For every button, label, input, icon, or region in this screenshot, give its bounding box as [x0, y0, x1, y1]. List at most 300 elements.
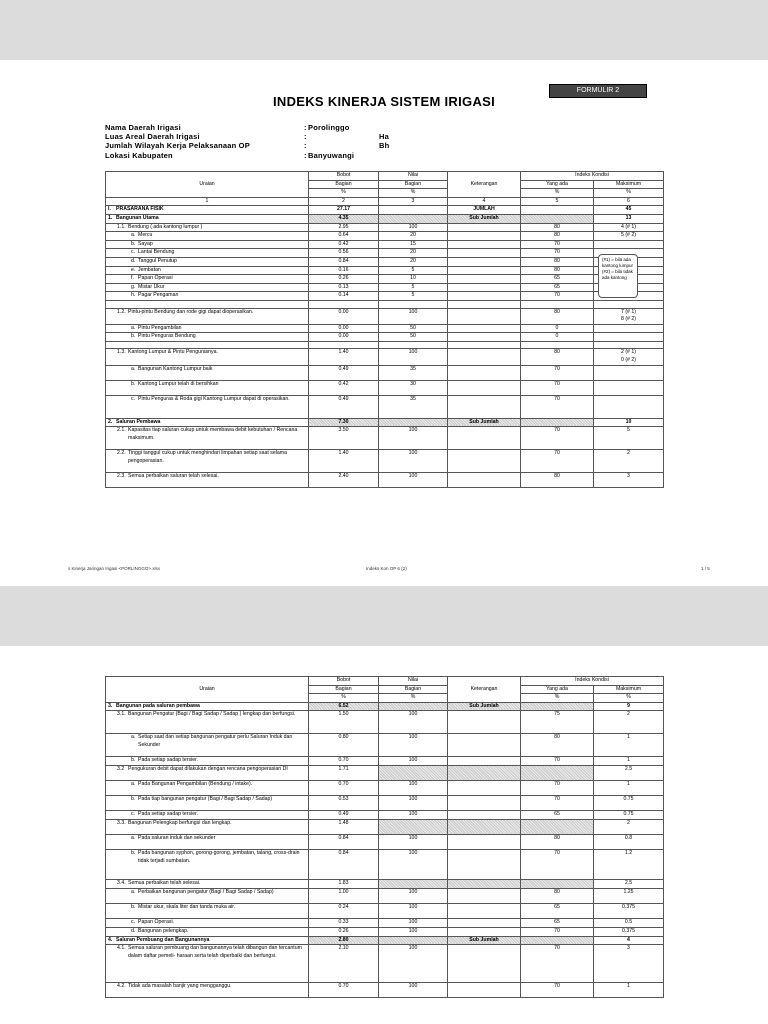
cell-bobot: 1.83: [309, 880, 379, 889]
cell-maksimum: 1.25: [594, 889, 664, 904]
cell-yang-ada: 65: [521, 919, 594, 928]
cell-yang-ada: 70: [521, 380, 594, 395]
cell-uraian: [106, 928, 309, 937]
cell-bobot: 0.00: [309, 324, 379, 333]
cell-keterangan: [448, 257, 521, 266]
table-row: [106, 983, 664, 998]
cell-nilai: 30: [379, 380, 448, 395]
cell-yang-ada: 65: [521, 811, 594, 820]
table-row: [106, 214, 664, 223]
table-row: [106, 418, 664, 427]
cell-nilai: 50: [379, 333, 448, 342]
footer-page-number: 1 / 5: [701, 566, 710, 571]
col-number: 5: [521, 197, 594, 206]
cell-yang-ada: 80: [521, 257, 594, 266]
footer-sheet-name: Indeks Kon OP 6 (2): [366, 566, 407, 571]
cell-uraian: [106, 275, 309, 284]
cell-uraian: [106, 206, 309, 215]
row-description: Sayap: [138, 240, 153, 247]
row-description: Mistar ukur, skala liter dan tanda muka air.: [138, 904, 236, 911]
row-description: Setiap saat dan setiap bangunan pengatur perlu Saluran Induk dan Sekunder: [138, 734, 293, 748]
row-number: 3.4.: [117, 880, 126, 887]
cell-yang-ada: 70: [521, 396, 594, 419]
cell-maksimum: [594, 333, 664, 342]
row-number: 3.2: [117, 765, 125, 772]
cell-bobot: 0.26: [309, 275, 379, 284]
table-row: [106, 834, 664, 849]
cell-keterangan: [448, 324, 521, 333]
document-title: INDEKS KINERJA SISTEM IRIGASI: [272, 94, 496, 109]
cell-maksimum: 1: [594, 983, 664, 998]
row-description: Pada saluran induk dan sekunder: [138, 834, 216, 841]
header-pct: %: [594, 694, 664, 703]
header-uraian-text: Uraian: [199, 180, 215, 187]
cell-maksimum: 1: [594, 780, 664, 795]
cell-keterangan: JUMLAH: [448, 206, 521, 215]
row-description: Mistar Ukur: [138, 283, 165, 290]
table-row: [106, 734, 664, 757]
cell-uraian: [106, 919, 309, 928]
row-description: Semua perbaikan telah selesai.: [128, 880, 201, 887]
cell-bobot: 6.52: [309, 702, 379, 711]
header-pct: %: [594, 189, 664, 198]
table-row: [106, 223, 664, 232]
cell-uraian: [106, 983, 309, 998]
cell-uraian: [106, 780, 309, 795]
table-row: [106, 349, 664, 365]
row-description: Papan Operasi.: [138, 919, 175, 926]
row-description: Bendung ( ada kantong lumpur ): [128, 223, 203, 230]
table-row: [106, 283, 664, 292]
cell-uraian: [106, 300, 309, 308]
cell-yang-ada: [521, 206, 594, 215]
cell-keterangan: [448, 945, 521, 983]
header-indeks-kondisi: Indeks Kondisi: [521, 172, 664, 181]
info-value: Banyuwangi: [308, 151, 355, 160]
cell-bobot: 2.80: [309, 936, 379, 945]
table-row: [106, 427, 664, 450]
table-row: [106, 819, 664, 834]
header-maksimum: Maksimum: [594, 685, 664, 694]
cell-keterangan: [448, 850, 521, 880]
table-row: [106, 275, 664, 284]
page-gap-top: [0, 0, 768, 60]
row-description: Tinggi tanggul cukup untuk menghindari limpahan setiap saat selama pengoperasian.: [128, 450, 287, 464]
cell-maksimum: 1: [594, 756, 664, 765]
row-description: Bangunan Kantong Lumpur baik: [138, 365, 213, 372]
cell-nilai: 100: [379, 450, 448, 473]
cell-maksimum: 0.8: [594, 834, 664, 849]
cell-yang-ada: 70: [521, 928, 594, 937]
row-number: f.: [131, 275, 134, 282]
formulir-badge: FORMULIR 2: [549, 84, 647, 98]
cell-uraian: [106, 257, 309, 266]
header-bagian: Bagian: [309, 685, 379, 694]
cell-keterangan: [448, 450, 521, 473]
cell-nilai: 100: [379, 850, 448, 880]
header-pct: %: [521, 694, 594, 703]
cell-yang-ada: 70: [521, 780, 594, 795]
row-number: 3.: [108, 702, 113, 709]
cell-maksimum: 45: [594, 206, 664, 215]
cell-nilai: 50: [379, 324, 448, 333]
cell-maksimum: [594, 240, 664, 249]
cell-nilai: 100: [379, 889, 448, 904]
row-description: Saluran Pembuang dan Bangunannya: [116, 936, 210, 943]
cell-yang-ada: [521, 214, 594, 223]
cell-nilai: [379, 765, 448, 780]
row-description: Jembatan: [138, 266, 161, 273]
cell-maksimum: 2.5: [594, 880, 664, 889]
cell-bobot: 0.24: [309, 904, 379, 919]
cell-uraian: [106, 450, 309, 473]
cell-nilai: [379, 341, 448, 349]
cell-maksimum: [594, 365, 664, 380]
footer-filename: s Kinerja Jaringan Irigasi <PORLINGGO>.xlsx: [68, 566, 161, 571]
cell-yang-ada: 80: [521, 349, 594, 365]
cell-bobot: 0.84: [309, 834, 379, 849]
row-number: a.: [131, 324, 136, 331]
cell-maksimum: 3: [594, 473, 664, 488]
cell-uraian: [106, 365, 309, 380]
cell-keterangan: Sub Jumlah: [448, 702, 521, 711]
row-number: b.: [131, 333, 136, 340]
row-number: 4.: [108, 936, 113, 943]
cell-maksimum: [594, 308, 664, 324]
cell-nilai: 100: [379, 945, 448, 983]
cell-yang-ada: [521, 418, 594, 427]
cell-maksimum: 1.2: [594, 850, 664, 880]
cell-nilai: 100: [379, 711, 448, 734]
cell-yang-ada: [521, 702, 594, 711]
row-number: 2.3.: [117, 473, 126, 480]
cell-bobot: 27.17: [309, 206, 379, 215]
cell-yang-ada: 80: [521, 232, 594, 241]
row-description: Pintu Penguras Bendung: [138, 333, 196, 340]
cell-keterangan: [448, 341, 521, 349]
cell-bobot: 0.80: [309, 734, 379, 757]
cell-bobot: 0.49: [309, 811, 379, 820]
col-number: 2: [309, 197, 379, 206]
row-description: Pada bangunan syphon, gorong-gorong, jembatan, talang, cross-drain tidak terjadi sumbatan.: [138, 850, 300, 864]
cell-uraian: [106, 834, 309, 849]
row-number: e.: [131, 266, 136, 273]
row-description: Pada tiap bangunan pengatur (Bagi / Bagi Sadap / Sadap): [138, 795, 273, 802]
cell-keterangan: [448, 232, 521, 241]
cell-yang-ada: 80: [521, 223, 594, 232]
table-row: [106, 333, 664, 342]
row-number: g.: [131, 283, 136, 290]
cell-maksimum: 2.5: [594, 765, 664, 780]
cell-nilai: [379, 702, 448, 711]
cell-nilai: 5: [379, 283, 448, 292]
row-number: 3.1.: [117, 711, 126, 718]
cell-nilai: 100: [379, 919, 448, 928]
table-row: [106, 765, 664, 780]
cell-bobot: 0.14: [309, 292, 379, 301]
row-description: PRASARANA FISIK: [116, 206, 164, 213]
row-description: Bangunan Pelengkap berfungsi dan lengkap.: [128, 819, 232, 826]
header-uraian: [106, 677, 309, 703]
cell-yang-ada: 80: [521, 308, 594, 324]
cell-bobot: [309, 341, 379, 349]
cell-yang-ada: 70: [521, 945, 594, 983]
cell-keterangan: [448, 711, 521, 734]
cell-keterangan: [448, 765, 521, 780]
cell-uraian: [106, 249, 309, 258]
cell-bobot: 0.42: [309, 240, 379, 249]
cell-nilai: 100: [379, 834, 448, 849]
cell-uraian: [106, 240, 309, 249]
table-row: [106, 811, 664, 820]
cell-keterangan: Sub Jumlah: [448, 418, 521, 427]
cell-uraian: [106, 880, 309, 889]
page-gap-middle: [0, 586, 768, 646]
row-number: b.: [131, 904, 136, 911]
cell-yang-ada: 65: [521, 283, 594, 292]
cell-nilai: 100: [379, 473, 448, 488]
row-number: 1.1.: [117, 223, 126, 230]
cell-nilai: 20: [379, 232, 448, 241]
cell-nilai: 5: [379, 292, 448, 301]
header-pct: %: [379, 694, 448, 703]
cell-bobot: 0.00: [309, 308, 379, 324]
cell-nilai: 100: [379, 223, 448, 232]
row-description: Papan Operasi: [138, 275, 173, 282]
table-row: [106, 919, 664, 928]
row-number: c.: [131, 249, 136, 256]
info-label: Luas Areal Daerah Irigasi: [105, 132, 200, 141]
cell-nilai: 15: [379, 240, 448, 249]
cell-bobot: 7.30: [309, 418, 379, 427]
cell-bobot: 0.70: [309, 780, 379, 795]
cell-nilai: 100: [379, 928, 448, 937]
cell-yang-ada: 70: [521, 850, 594, 880]
cell-nilai: 35: [379, 396, 448, 419]
cell-yang-ada: 0: [521, 324, 594, 333]
header-nilai: Nilai: [379, 172, 448, 181]
cell-uraian: [106, 341, 309, 349]
cell-uraian: [106, 734, 309, 757]
cell-keterangan: [448, 240, 521, 249]
index-table-page-1: [105, 171, 664, 488]
table-row: [106, 240, 664, 249]
cell-uraian: [106, 904, 309, 919]
cell-keterangan: [448, 734, 521, 757]
table-row: [106, 396, 664, 419]
row-number: 2.1.: [117, 427, 126, 434]
header-pct: %: [309, 694, 379, 703]
info-colon: :: [304, 132, 307, 141]
cell-bobot: 0.53: [309, 795, 379, 810]
cell-bobot: 1.40: [309, 450, 379, 473]
header-yang-ada: Yang ada: [521, 685, 594, 694]
cell-bobot: 0.00: [309, 333, 379, 342]
cell-uraian: [106, 811, 309, 820]
cell-bobot: 0.16: [309, 266, 379, 275]
maksimum-line: 8 (# 2): [621, 316, 636, 323]
table-row: [106, 300, 664, 308]
cell-yang-ada: 70: [521, 240, 594, 249]
info-row-lokasi: [105, 151, 355, 161]
table-row: [106, 711, 664, 734]
cell-bobot: 0.64: [309, 232, 379, 241]
row-description: Tanggul Penutup: [138, 257, 177, 264]
row-description: Semua saluran pembuang dan bangunannya telah dibangun dan tercantum dalam daftar pemeli- haraan serta telah diperbaiki dan berfungsi.: [128, 945, 302, 959]
cell-keterangan: [448, 292, 521, 301]
cell-uraian: [106, 214, 309, 223]
cell-uraian: [106, 308, 309, 324]
cell-maksimum: 4 (# 1): [594, 223, 664, 232]
cell-uraian: [106, 711, 309, 734]
cell-bobot: 0.49: [309, 396, 379, 419]
row-number: b.: [131, 850, 136, 857]
cell-yang-ada: 70: [521, 450, 594, 473]
row-number: a.: [131, 232, 136, 239]
table-row: [106, 206, 664, 215]
cell-keterangan: [448, 983, 521, 998]
cell-keterangan: [448, 756, 521, 765]
cell-uraian: [106, 850, 309, 880]
cell-bobot: 1.40: [309, 349, 379, 365]
cell-bobot: 0.33: [309, 919, 379, 928]
cell-keterangan: [448, 919, 521, 928]
cell-nilai: 100: [379, 983, 448, 998]
header-yang-ada: Yang ada: [521, 180, 594, 189]
cell-maksimum: 2: [594, 711, 664, 734]
table-row: [106, 308, 664, 324]
table-row: [106, 232, 664, 241]
col-number: 1: [106, 197, 309, 206]
cell-uraian: [106, 418, 309, 427]
row-description: Pintu Pengambilan: [138, 324, 182, 331]
cell-bobot: 1.71: [309, 765, 379, 780]
cell-uraian: [106, 427, 309, 450]
cell-nilai: 100: [379, 308, 448, 324]
cell-yang-ada: 70: [521, 756, 594, 765]
row-number: d.: [131, 928, 136, 935]
row-description: Kapasitas tiap saluran cukup untuk membawa debit kebutuhan / Rencana maksimum.: [128, 427, 298, 442]
cell-yang-ada: [521, 819, 594, 834]
cell-uraian: [106, 756, 309, 765]
header-uraian-text: Uraian: [199, 685, 215, 692]
table-row: [106, 756, 664, 765]
cell-bobot: 0.70: [309, 756, 379, 765]
row-number: 1.3.: [117, 349, 126, 356]
row-number: a.: [131, 734, 136, 741]
row-number: a.: [131, 780, 136, 787]
header-keterangan-text: Keterangan: [470, 685, 498, 692]
row-description: Bangunan pada saluran pembawa: [116, 702, 200, 709]
cell-keterangan: [448, 889, 521, 904]
cell-maksimum: 2: [594, 450, 664, 473]
cell-keterangan: [448, 834, 521, 849]
row-number: b.: [131, 756, 136, 763]
cell-keterangan: [448, 266, 521, 275]
cell-maksimum: [594, 341, 664, 349]
row-description: Lantai Bendung: [138, 249, 175, 256]
header-bobot: Bobot: [309, 677, 379, 686]
cell-keterangan: [448, 365, 521, 380]
cell-nilai: 100: [379, 734, 448, 757]
table-row: [106, 945, 664, 983]
cell-keterangan: [448, 308, 521, 324]
info-unit: Ha: [379, 132, 389, 141]
table-row: [106, 341, 664, 349]
cell-bobot: 0.56: [309, 249, 379, 258]
cell-nilai: 100: [379, 795, 448, 810]
cell-keterangan: [448, 275, 521, 284]
cell-yang-ada: 75: [521, 711, 594, 734]
header-maksimum: Maksimum: [594, 180, 664, 189]
cell-uraian: [106, 945, 309, 983]
maksimum-line: 0 (# 2): [621, 357, 636, 364]
row-number: 1.: [108, 214, 113, 221]
table-row: [106, 795, 664, 810]
table-row: [106, 365, 664, 380]
cell-nilai: 100: [379, 427, 448, 450]
row-description: Pintu Penguras & Roda gigi Kantong Lumpur dapat di operasikan.: [138, 396, 290, 403]
cell-nilai: 35: [379, 365, 448, 380]
cell-nilai: [379, 418, 448, 427]
table-body: [106, 702, 664, 998]
cell-bobot: 1.50: [309, 711, 379, 734]
info-label: Nama Daerah Irigasi: [105, 123, 181, 132]
row-number: c.: [131, 919, 136, 926]
cell-keterangan: [448, 427, 521, 450]
cell-bobot: 1.00: [309, 889, 379, 904]
info-label: Jumlah Wilayah Kerja Pelaksanaan OP: [105, 141, 250, 150]
cell-bobot: 0.26: [309, 928, 379, 937]
table-row: [106, 324, 664, 333]
cell-keterangan: [448, 473, 521, 488]
cell-maksimum: 3: [594, 945, 664, 983]
cell-bobot: 0.49: [309, 365, 379, 380]
row-number: a.: [131, 889, 136, 896]
cell-yang-ada: 65: [521, 904, 594, 919]
index-table-page-2: [105, 676, 664, 998]
cell-yang-ada: 70: [521, 983, 594, 998]
table-body: [106, 206, 664, 488]
cell-uraian: [106, 396, 309, 419]
table-header: [106, 172, 664, 206]
cell-maksimum: [594, 396, 664, 419]
header-keterangan: [448, 677, 521, 703]
col-number: 3: [379, 197, 448, 206]
cell-keterangan: Sub Jumlah: [448, 214, 521, 223]
header-pct: %: [379, 189, 448, 198]
header-bobot: Bobot: [309, 172, 379, 181]
info-block: [105, 123, 425, 165]
cell-nilai: 20: [379, 257, 448, 266]
info-value: Porolinggo: [308, 123, 350, 132]
cell-maksimum: 0.5: [594, 919, 664, 928]
cell-maksimum: 10: [594, 418, 664, 427]
cell-nilai: [379, 206, 448, 215]
cell-bobot: 0.42: [309, 380, 379, 395]
cell-nilai: 100: [379, 811, 448, 820]
cell-keterangan: [448, 795, 521, 810]
info-unit: Bh: [379, 141, 390, 150]
cell-maksimum: 13: [594, 214, 664, 223]
row-description: Perbaikan bangunan pengatur (Bagi / Bagi Sadap / Sadap): [138, 889, 274, 896]
header-indeks-kondisi: Indeks Kondisi: [521, 677, 664, 686]
row-number: h.: [131, 292, 136, 299]
cell-keterangan: [448, 904, 521, 919]
cell-maksimum: 4: [594, 936, 664, 945]
header-nilai: Nilai: [379, 677, 448, 686]
row-number: 4.1.: [117, 945, 126, 952]
